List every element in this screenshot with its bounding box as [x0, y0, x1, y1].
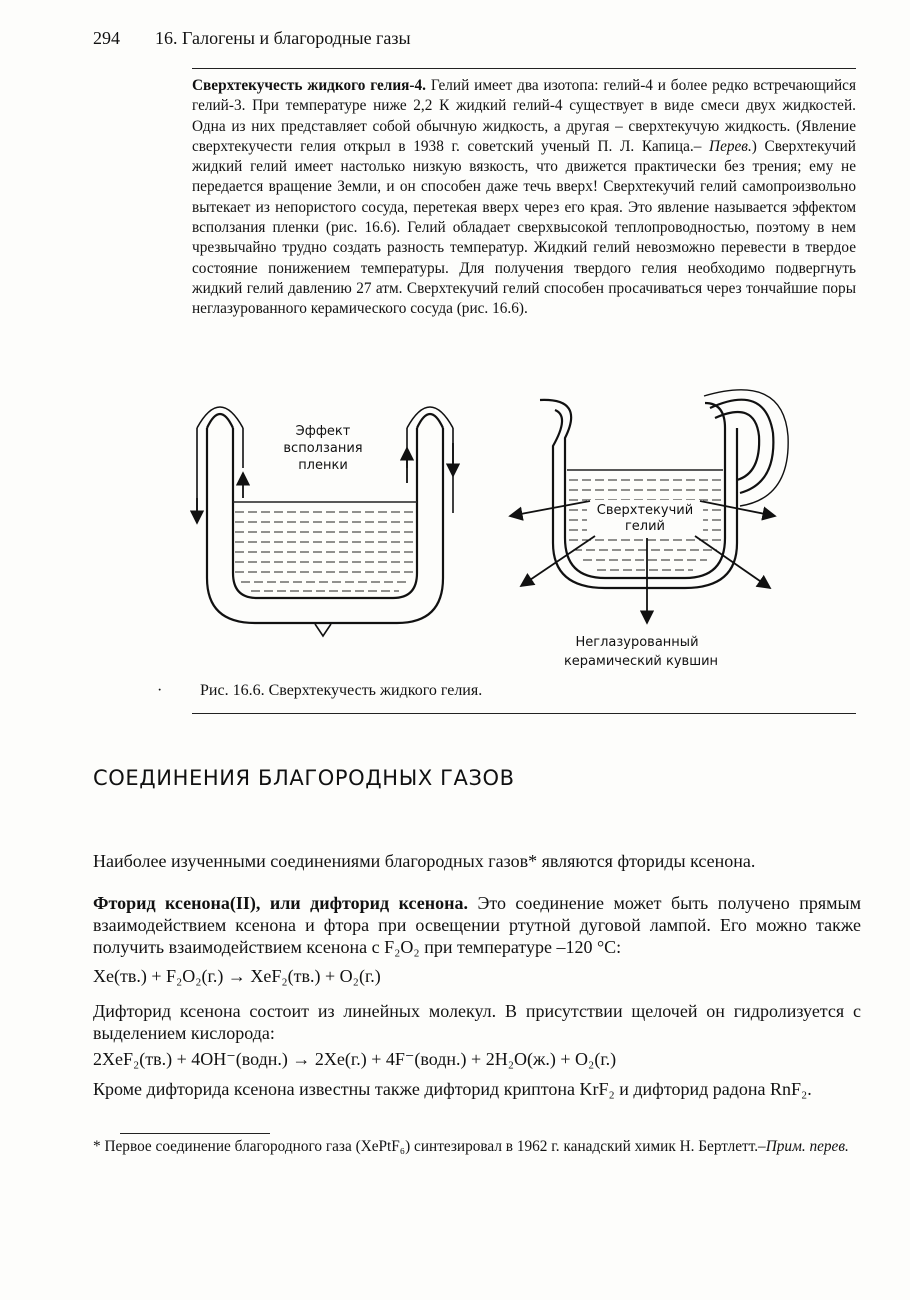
page-header: [93, 28, 411, 49]
footnote-note: Прим. перев.: [765, 1138, 849, 1155]
page-number: 294: [93, 28, 120, 48]
box-body-2: ) Сверхтекучий жидкий гелий имеет настолько низкую вязкость, что движется практически без трения; ему не передается вращение Земли, и он способен даже течь вверх! Сверхтекучий гелий самопроизвольно вытекает из непористого сосуда, перетекая вверх через его края. Это явление называется эффектом всползания пленки (рис. 16.6). Гелий обладает сверхвысокой теплопроводностью, поэтому в нем чрезвычайно трудно создать разность температур. Жидкий гелий невозможно перевести в твердое состояние понижением температуры. Для получения твердого гелия необходимо подвергнуть жидкий гелий давлению 27 атм. Сверхтекучий гелий способен просачиваться через тончайшие поры неглазурованного керамического сосуда (рис. 16.6).: [192, 137, 856, 318]
footnote-text: * Первое соединение благородного газа (XePtF₆) синтезировал в 1962 г. канадский химик Н. Бертлетт.–: [93, 1138, 766, 1155]
box-top-rule: [192, 68, 856, 69]
superfluid-box-text: [192, 76, 856, 320]
equation-2: 2XeF₂(тв.) + 4OH⁻(водн.) → 2Xe(г.) + 4F⁻(водн.) + 2H₂O(ж.) + O₂(г.): [93, 1049, 617, 1069]
label-helium-2: гелий: [624, 519, 666, 534]
figure-caption: Рис. 16.6. Сверхтекучесть жидкого гелия.: [200, 682, 483, 699]
figure-16-6: [185, 388, 795, 678]
section-title: СОЕДИНЕНИЯ БЛАГОРОДНЫХ ГАЗОВ: [93, 766, 515, 790]
chapter-title: 16. Галогены и благородные газы: [155, 28, 411, 48]
label-film-1: Эффект: [295, 424, 351, 439]
label-helium-1: Сверхтекучий: [596, 503, 694, 518]
xef2-title: Фторид ксенона(II), или дифторид ксенона.: [93, 893, 468, 913]
box-bottom-rule: [192, 713, 856, 714]
intro-paragraph: Наиболее изученными соединениями благородных газов* являются фториды ксенона.: [93, 851, 756, 871]
u-tube-liquid: [233, 502, 417, 591]
label-pot-2: керамический кувшин: [563, 654, 719, 669]
caption-bullet: ·: [157, 682, 163, 699]
ceramic-jug: [540, 390, 788, 588]
footnote: [93, 1137, 861, 1157]
xenon-difluoride-paragraph: [93, 893, 861, 958]
hydrolysis-paragraph: Дифторид ксенона состоит из линейных молекул. В присутствии щелочей он гидролизуется с выделением кислорода:: [93, 1001, 861, 1043]
box-body-1: Гелий имеет два изотопа: гелий-4 и более редко встречающийся гелий-3. При температуре ниже 2,2 К жидкий гелий-4 существует в виде смеси двух жидкостей. Одна из них представляет собой обычную жидкость, а другая – сверхтекучую жидкость. (Явление сверхтекучести гелия открыл в 1938 г. советский ученый П. Л. Капица.–: [192, 77, 856, 155]
box-translator-note: Перев.: [709, 137, 752, 155]
krypton-radon-paragraph: Кроме дифторида ксенона известны также дифторид криптона KrF₂ и дифторид радона RnF₂.: [93, 1079, 812, 1099]
label-film-3: пленки: [298, 458, 348, 473]
footnote-rule: [120, 1133, 270, 1134]
box-title: Сверхтекучесть жидкого гелия-4.: [192, 77, 426, 94]
label-pot-1: Неглазурованный: [575, 635, 699, 650]
xef2-text: Это соединение может быть получено прямым взаимодействием ксенона и фтора при освещении ртутной дуговой лампой. Его можно также получить взаимодействием ксенона с F₂O₂ при температуре –120 °С:: [93, 893, 862, 957]
equation-1: Xe(тв.) + F₂O₂(г.) → XeF₂(тв.) + O₂(г.): [93, 966, 381, 986]
label-film-2: всползания: [283, 441, 363, 456]
